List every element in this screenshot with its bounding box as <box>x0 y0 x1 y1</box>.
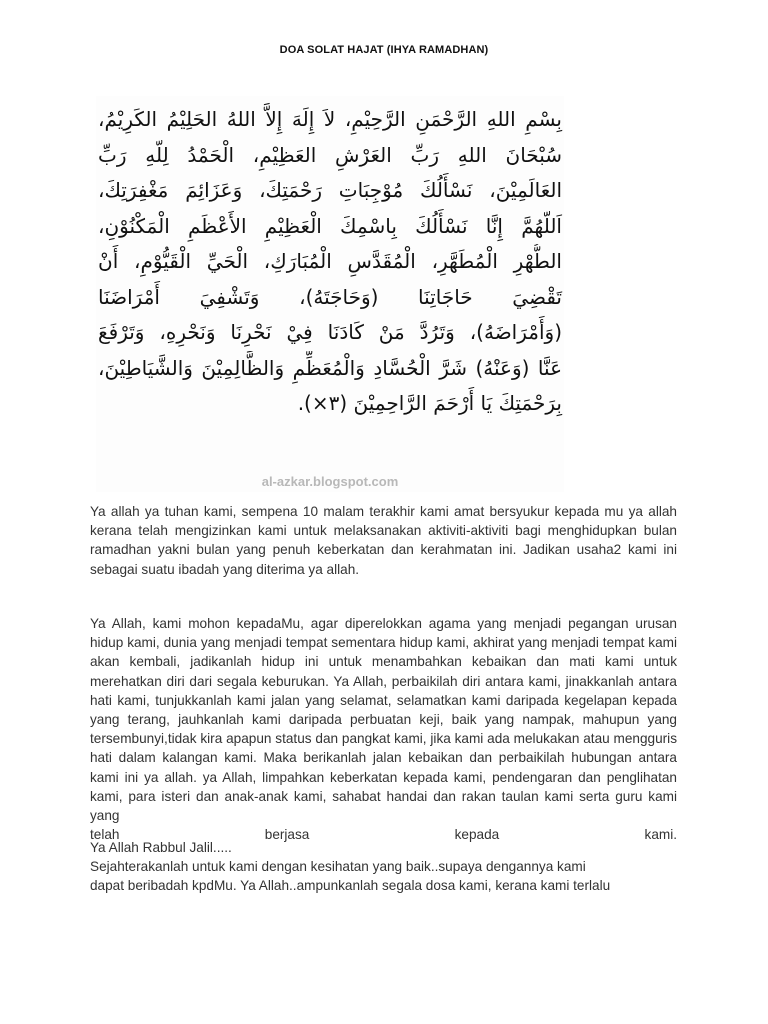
arabic-line: تَقْضِيَ حَاجَاتِنَا (وَحَاجَتَهُ)، وَتَشْفِيَ أَمْرَاضَنَا <box>98 284 562 309</box>
arabic-line: سُبْحَانَ اللهِ رَبِّ العَرْشِ العَظِيْمِ، الْحَمْدُ لِلّهِ رَبِّ <box>98 142 562 167</box>
paragraph-line: Sejahterakanlah untuk kami dengan kesihatan yang baik..supaya dengannya kami <box>90 859 586 875</box>
image-watermark: al-azkar.blogspot.com <box>261 474 399 489</box>
arabic-line: (وَأَمْرَاضَهُ)، وَتَرُدَّ مَنْ كَادَنَا فِيْ نَحْرِنَا وَنَحْرِهِ، وَتَرْفَعَ <box>98 320 562 344</box>
paragraph-line: dapat beribadah kpdMu. Ya Allah..ampunkanlah segala dosa kami, kerana kami terlalu <box>90 878 611 894</box>
arabic-line: اَللّهُمَّ إِنَّا نَسْأَلُكَ بِاسْمِكَ الْعَظِيْمِ الأَعْظَمِ الْمَكْنُوْنِ، <box>98 213 562 238</box>
arabic-prayer-image <box>96 96 564 492</box>
paragraph-heading: Ya Allah Rabbul Jalil..... <box>90 840 232 855</box>
paragraph-supplication <box>90 614 677 844</box>
arabic-line: عَنَّا (وَعَنْهُ) شَرَّ الْحُسَّادِ وَالْمُعَظِّمِ وَالظَّالِمِيْنَ وَالشَّيَاطِيْنَ، <box>98 355 562 380</box>
paragraph-supplication-body: Ya Allah, kami mohon kepadaMu, agar diperelokkan agama yang menjadi pegangan urusan hidup kami, dunia yang menjadi tempat sementara hidup kami, akhirat yang menjadi tempat kami akan kembali, jadikanlah hidup ini untuk menambahkan kebaikan dan mati kami untuk merehatkan diri dari segala keburukan. Ya Allah, perbaikilah diri antara kami, jinakkanlah antara hati kami, tunjukkanlah kami jalan yang selamat, selamatkan kami daripada kegelapan kepada yang terang, jauhkanlah kami daripada perbuatan keji, baik yang nampak, mahupun yang tersembunyi,tidak kira apapun status dan pangkat kami, jika kami ada melukakan atau mengguris hati dalam kalangan kami. Maka berikanlah jalan kebaikan dan perbaikilah hubungan antara kami ini ya allah. ya Allah, limpahkan keberkatan kepada kami, pendengaran dan penglihatan kami, para isteri dan anak-anak kami, sahabat handai dan rakan taulan kami serta guru kami yang <box>90 616 677 824</box>
paragraph-intro: Ya allah ya tuhan kami, sempena 10 malam terakhir kami amat bersyukur kepada mu ya allah kerana telah mengizinkan kami untuk melaksanakan aktiviti-aktiviti bagi menghidupkan bulan ramadhan yakni bulan yang penuh keberkatan dan kerahmatan ini. Jadikan usaha2 kami ini sebagai suatu ibadah yang diterima ya allah. <box>90 504 677 577</box>
arabic-line: بِرَحْمَتِكَ يَا أَرْحَمَ الرَّاحِمِيْنَ (٣×). <box>297 391 562 415</box>
document-title: DOA SOLAT HAJAT (IHYA RAMADHAN) <box>279 44 489 56</box>
paragraph-rabbul-jalil <box>90 838 677 896</box>
paragraph-supplication-tail: telah berjasa kepada kami. <box>90 827 677 843</box>
arabic-line: الطُّهْرِ الْمُطَهَّرِ، الْمُقَدَّسِ الْمُبَارَكِ، الْحَيِّ الْقَيُّوْمِ، أَنْ <box>98 249 562 273</box>
arabic-text-block <box>96 102 564 422</box>
arabic-line: بِسْمِ اللهِ الرَّحْمَنِ الرَّحِيْمِ، لاَ إِلَهَ إِلاَّ اللهُ الحَلِيْمُ الكَرِيْمُ، <box>98 107 562 131</box>
arabic-line: العَالَمِيْنَ، نَسْأَلُكَ مُوْجِبَاتِ رَحْمَتِكَ، وَعَزَائِمَ مَغْفِرَتِكَ، <box>98 178 562 202</box>
